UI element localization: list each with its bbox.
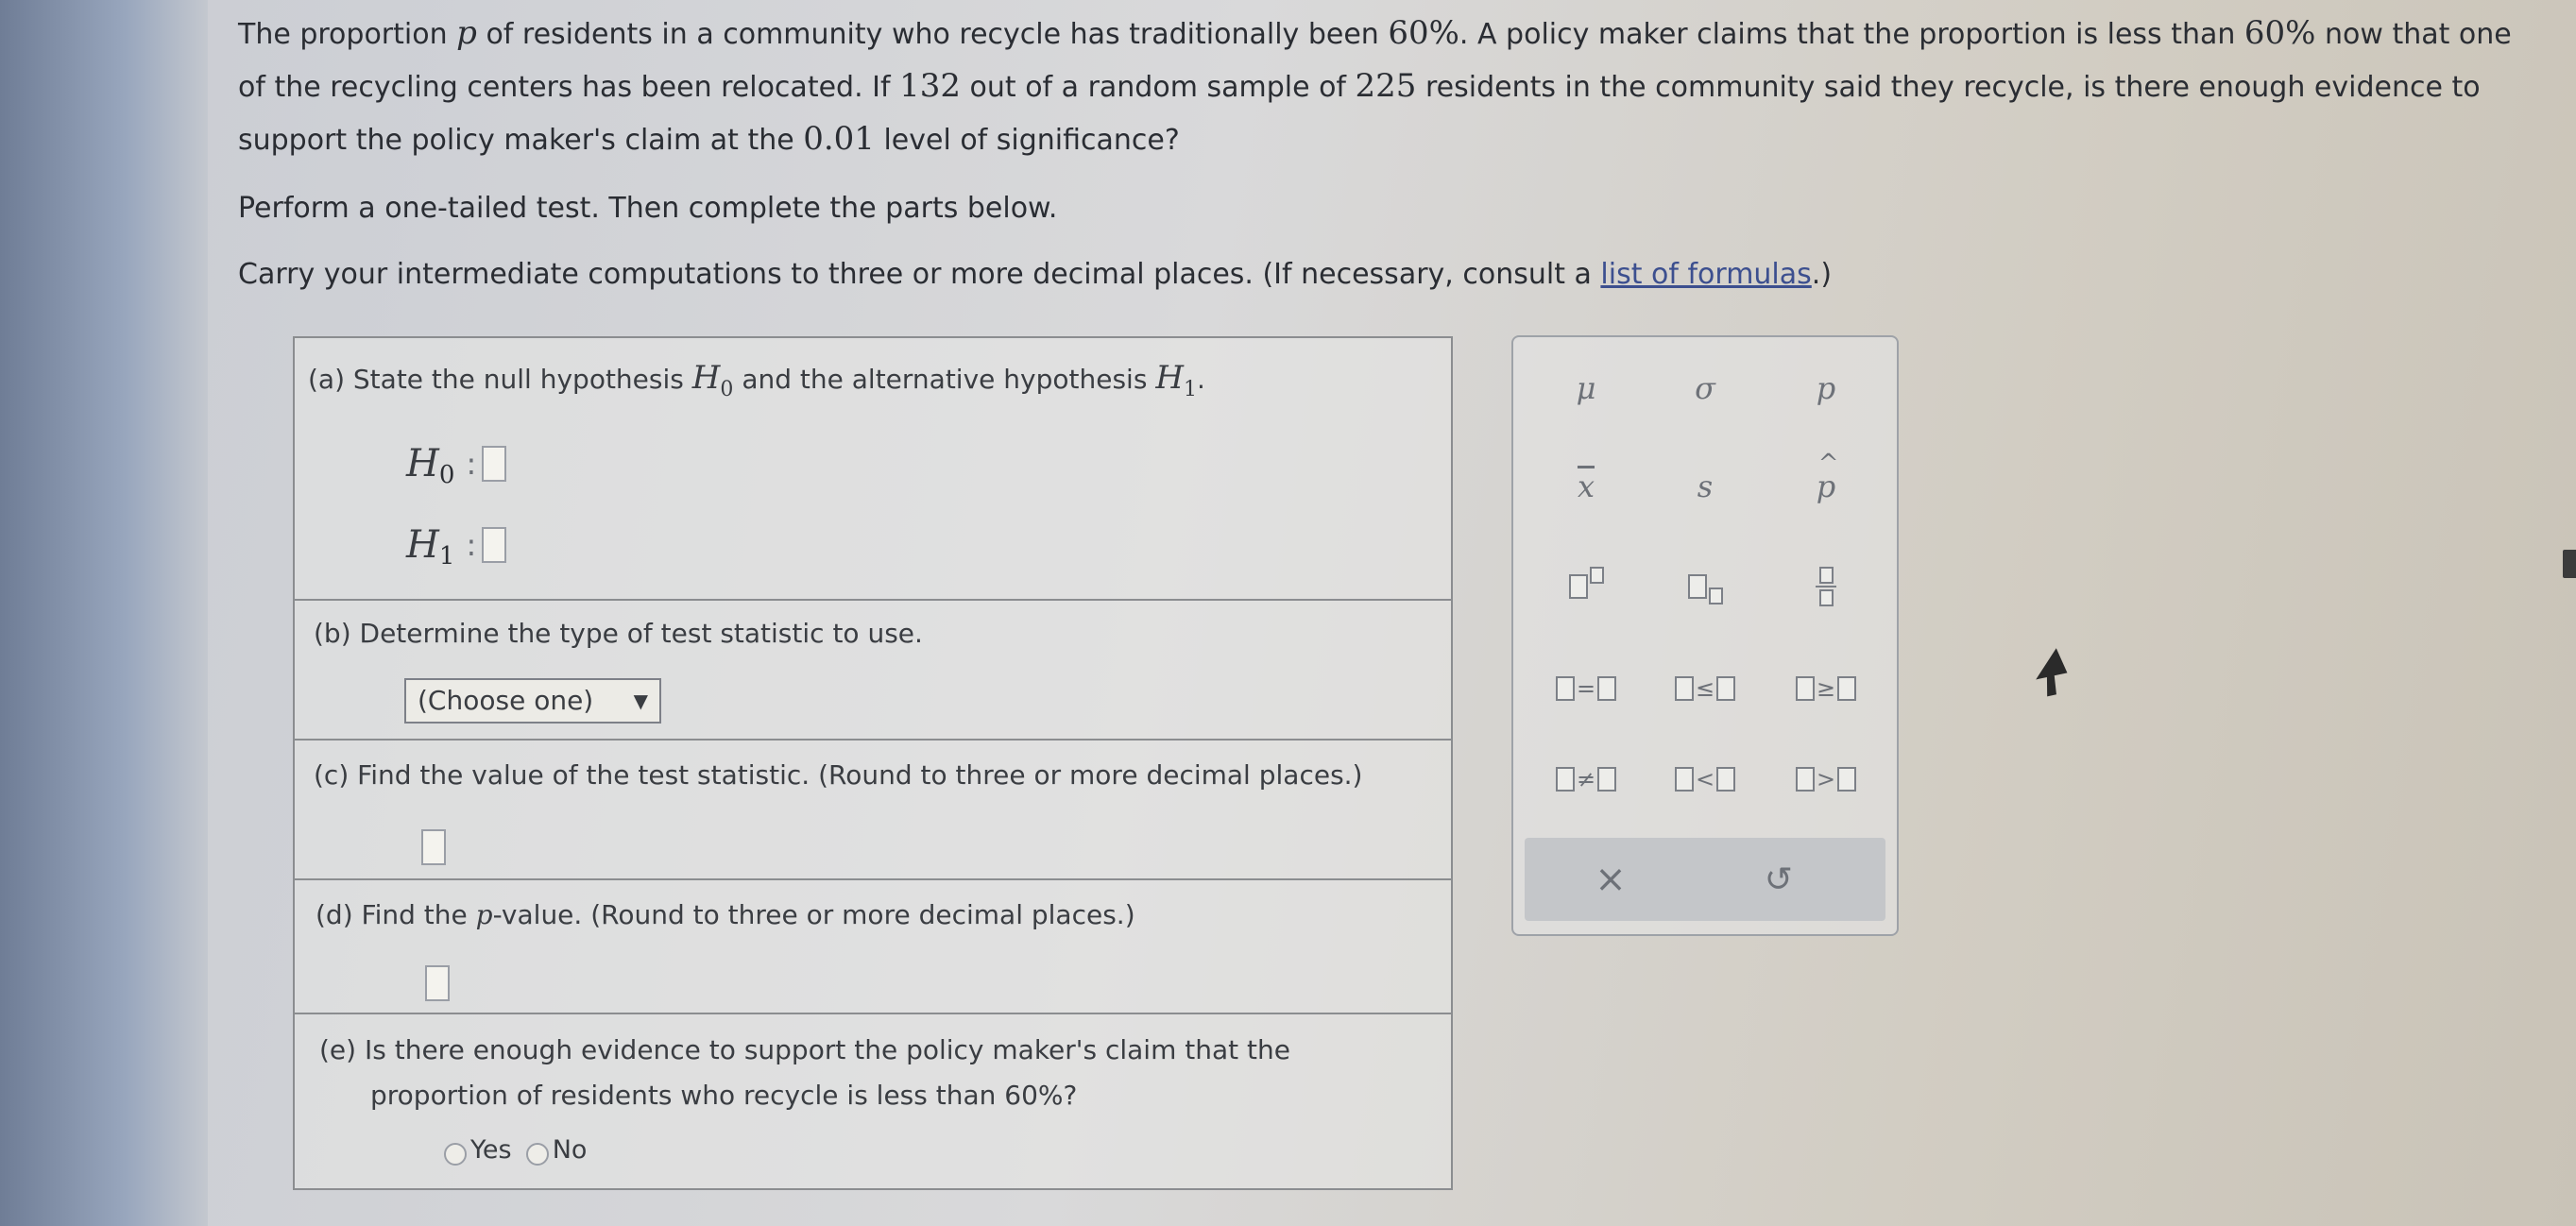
fraction-button[interactable] — [1774, 558, 1878, 615]
part-e-label: (e) Is there enough evidence to support the policy maker's claim that the proportion of residents who recycle is less than 60%? — [319, 1034, 1290, 1111]
right-edge-tab[interactable] — [2563, 550, 2576, 578]
s-button[interactable]: s — [1697, 468, 1714, 504]
null-hypothesis-row: H 0 : — [406, 442, 506, 485]
less-than-button[interactable]: < — [1653, 751, 1757, 808]
part-a-label: (a) State the null hypothesis $H_0$ and the alternative hypothesis $H_1$. — [308, 359, 1205, 401]
subscript-button[interactable] — [1653, 558, 1757, 615]
not-equal-button[interactable]: ≠ — [1534, 751, 1638, 808]
problem-statement — [238, 8, 2543, 300]
problem-rounding-note: Carry your intermediate computations to three or more decimal places. (If necessary, consult a list of formulas.) — [238, 258, 1833, 291]
conclusion-options: Yes No — [444, 1135, 596, 1166]
undo-icon: ↺ — [1764, 860, 1794, 899]
list-of-formulas-link[interactable]: list of formulas — [1600, 258, 1812, 291]
part-d — [295, 878, 1451, 1014]
null-hypothesis-input[interactable] — [482, 446, 506, 482]
palette-action-bar — [1525, 838, 1885, 921]
x-bar-button[interactable]: $\overline{x}$ — [1577, 468, 1595, 504]
alternative-hypothesis-input[interactable] — [482, 527, 506, 563]
equals-button[interactable]: = — [1534, 660, 1638, 717]
part-b-label: (b) Determine the type of test statistic to use. — [314, 618, 923, 649]
yes-radio[interactable] — [444, 1143, 467, 1166]
left-background-shade — [0, 0, 208, 1226]
no-radio[interactable] — [526, 1143, 549, 1166]
part-c-label: (c) Find the value of the test statistic. (Round to three or more decimal places.) — [314, 759, 1363, 791]
part-c — [295, 739, 1451, 880]
test-statistic-select[interactable]: (Choose one) ▼ — [404, 678, 661, 724]
problem-paragraph-1: The proportion p of residents in a community who recycle has traditionally been 60%. A policy maker claims that the proportion is less than 60% now that one of the recycling centers has been relocated. If 132 out of a random sample of 225 residents in the community said they recycle, is there enough evidence to support the policy maker's claim at the 0.01 level of significance? — [238, 14, 2512, 158]
sigma-button[interactable]: σ — [1695, 370, 1715, 406]
p-hat-button[interactable]: ^ p — [1816, 450, 1839, 504]
greater-than-button[interactable]: > — [1774, 751, 1878, 808]
part-e — [295, 1013, 1451, 1188]
alternative-hypothesis-row: H 1 : — [406, 523, 506, 567]
p-button[interactable]: p — [1816, 370, 1836, 406]
less-equal-button[interactable]: ≤ — [1653, 660, 1757, 717]
math-symbol-palette — [1511, 335, 1899, 936]
clear-button[interactable]: × — [1595, 858, 1627, 901]
question-parts-box — [293, 336, 1453, 1190]
test-statistic-input[interactable] — [421, 829, 446, 865]
undo-button[interactable] — [1727, 851, 1831, 908]
p-value-input[interactable] — [425, 965, 450, 1001]
greater-equal-button[interactable]: ≥ — [1774, 660, 1878, 717]
mouse-cursor-icon — [2029, 646, 2073, 699]
problem-instruction: Perform a one-tailed test. Then complete the parts below. — [238, 192, 1058, 225]
mu-button[interactable]: μ — [1576, 370, 1596, 406]
chevron-down-icon: ▼ — [633, 690, 648, 712]
part-a — [295, 338, 1451, 601]
superscript-button[interactable] — [1534, 558, 1638, 615]
part-d-label: (d) Find the p-value. (Round to three or more decimal places.) — [316, 899, 1135, 930]
part-b — [295, 599, 1451, 741]
